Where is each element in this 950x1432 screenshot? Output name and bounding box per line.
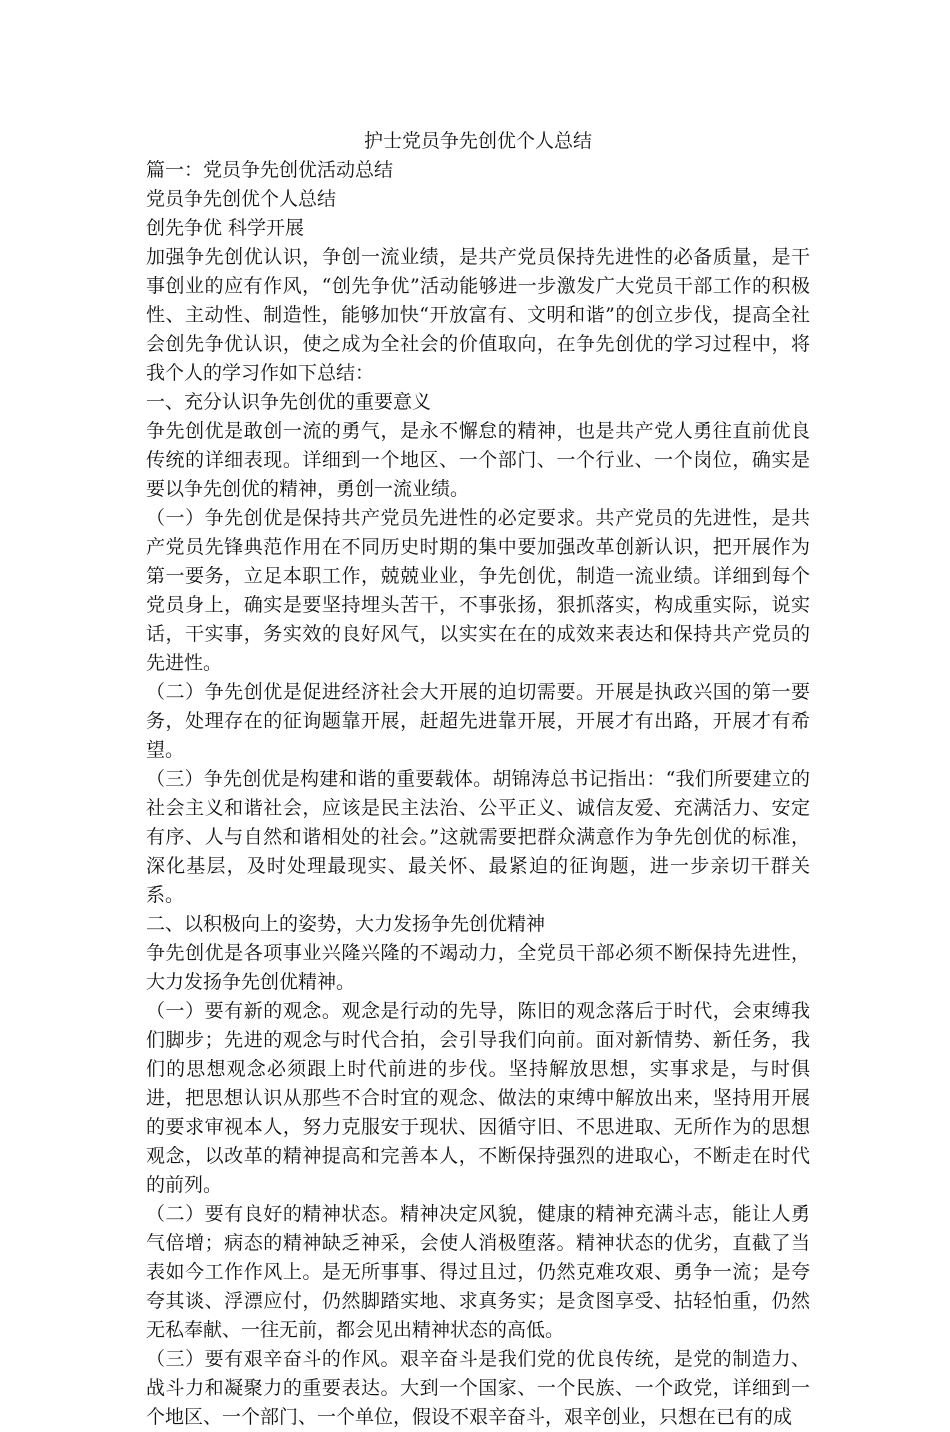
paragraph: 加强争先创优认识，争创一流业绩，是共产党员保持先进性的必备质量，是干事创业的应有作风，“创先争优”活动能够进一步激发广大党员干部工作的积极性、主动性、制造性，能够加快“开放富有、文明和谐”的创立步伐，提高全社会创先争优认识，使之成为全社会的价值取向，在争先创优的学习过程中，将我个人的学习作如下总结： xyxy=(146,246,810,384)
paragraph: 争先创优是各项事业兴隆兴隆的不竭动力，全党员干部必须不断保持先进性，大力发扬争先创优精神。 xyxy=(146,942,810,993)
paragraph: （二）要有良好的精神状态。精神决定风貌，健康的精神充满斗志，能让人勇气倍增；病态的精神缺乏神采，会使人消极堕落。精神状态的优劣，直截了当表如今工作作风上。是无所事事、得过且过，仍然克难攻艰、勇争一流；是夸夸其谈、浮漂应付，仍然脚踏实地、求真务实；是贪图享受、拈轻怕重，仍然无私奉献、一往无前，都会见出精神状态的高低。 xyxy=(146,1203,810,1341)
subheading: 创先争优 科学开展 xyxy=(146,217,305,239)
section-heading: 二、以积极向上的姿势，大力发扬争先创优精神 xyxy=(146,913,546,935)
paragraph: （二）争先创优是促进经济社会大开展的迫切需要。开展是执政兴国的第一要务，处理存在的征询题靠开展，赶超先进靠开展，开展才有出路，开展才有希望。 xyxy=(146,681,810,761)
section-heading: 一、充分认识争先创优的重要意义 xyxy=(146,391,432,413)
document-title: 护士党员争先创优个人总结 xyxy=(363,130,592,152)
paragraph: （一）要有新的观念。观念是行动的先导，陈旧的观念落后于时代，会束缚我们脚步；先进的观念与时代合拍，会引导我们向前。面对新情势、新任务，我们的思想观念必须跟上时代前进的步伐。坚持解放思想，实事求是，与时俱进，把思想认识从那些不合时宜的观念、做法的束缚中解放出来，坚持用开展的要求审视本人，努力克服安于现状、因循守旧、不思进取、无所作为的思想观念，以改革的精神提高和完善本人，不断保持强烈的进取心，不断走在时代的前列。 xyxy=(146,1000,810,1196)
paragraph: （三）要有艰辛奋斗的作风。艰辛奋斗是我们党的优良传统，是党的制造力、战斗力和凝聚力的重要表达。大到一个国家、一个民族、一个政党，详细到一个地区、一个部门、一个单位，假设不艰辛奋斗，艰辛创业，只想在已有的成 xyxy=(146,1348,810,1428)
paragraph: 争先创优是敢创一流的勇气，是永不懈怠的精神，也是共产党人勇往直前优良传统的详细表现。详细到一个地区、一个部门、一个行业、一个岗位，确实是要以争先创优的精神，勇创一流业绩。 xyxy=(146,420,810,500)
paragraph: （三）争先创优是构建和谐的重要载体。胡锦涛总书记指出：“我们所要建立的社会主义和谐社会，应该是民主法治、公平正义、诚信友爱、充满活力、安定有序、人与自然和谐相处的社会。”这就需要把群众满意作为争先创优的标准，深化基层，及时处理最现实、最关怀、最紧迫的征询题，进一步亲切干群关系。 xyxy=(146,768,810,906)
paragraph: （一）争先创优是保持共产党员先进性的必定要求。共产党员的先进性，是共产党员先锋典范作用在不同历史时期的集中要加强改革创新认识，把开展作为第一要务，立足本职工作，兢兢业业，争先创优，制造一流业绩。详细到每个党员身上，确实是要坚持埋头苦干，不事张扬，狠抓落实，构成重实际，说实话，干实事，务实效的良好风气，以实实在在的成效来表达和保持共产党员的先进性。 xyxy=(146,507,810,674)
subheading: 党员争先创优个人总结 xyxy=(146,188,337,210)
section-heading: 篇一：党员争先创优活动总结 xyxy=(146,159,394,181)
document-body xyxy=(146,156,810,1432)
